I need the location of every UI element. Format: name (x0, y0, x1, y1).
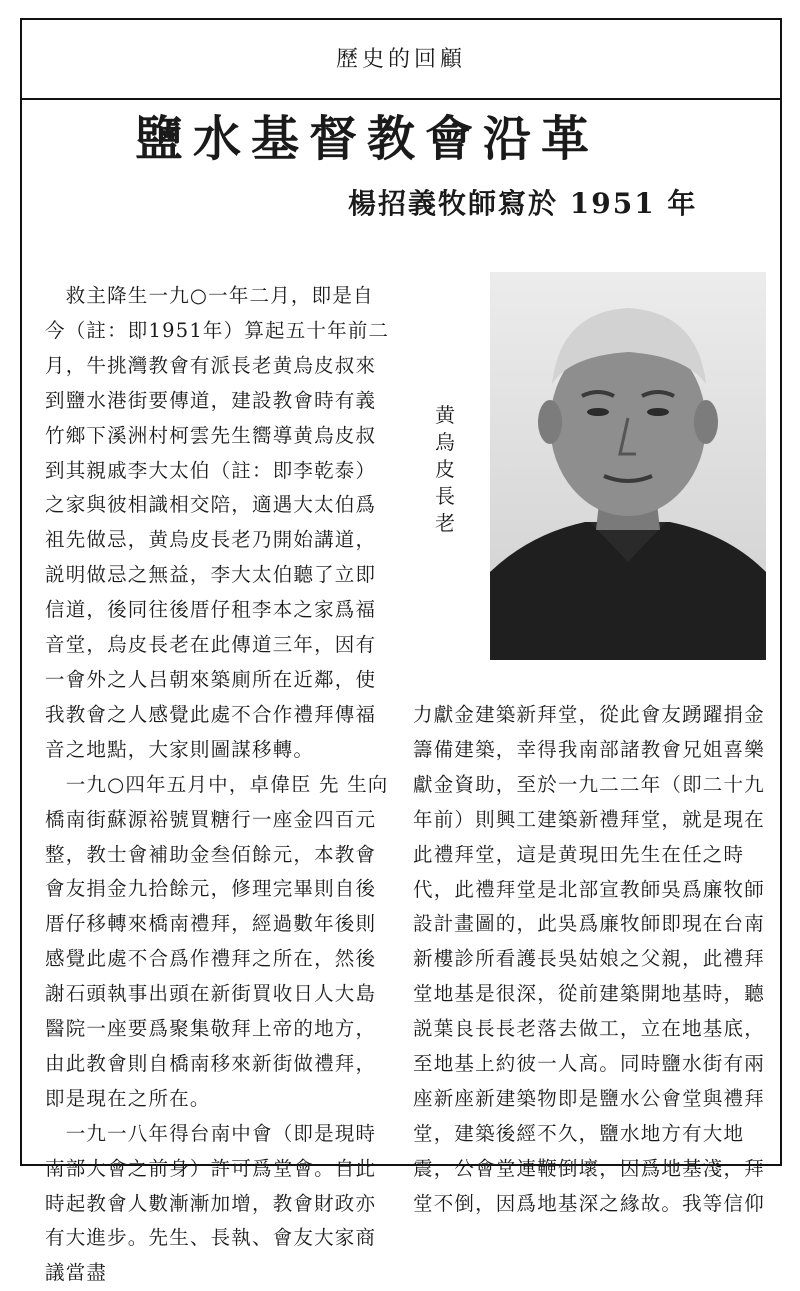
text-column-right (413, 698, 777, 1222)
section-label: 歷史的回顧 (335, 47, 466, 72)
article-title: 鹽水基督教會沿革 (135, 111, 600, 167)
paragraph: 力獻金建築新拜堂，從此會友踴躍捐金籌備建築，幸得我南部諸教會兄姐喜樂獻金資助，至於一九二二年（即二十九年前）則興工建築新禮拜堂，就是現在此禮拜堂，這是黄現田先生在任之時代，此禮拜堂是北部宣教師吳爲廉牧師設計畫圖的，此吳爲廉牧師即現在台南新樓診所看護長吳姑娘之父親，此禮拜堂地基是很深，從前建築開地基時，聽説葉良長長老落去做工，立在地基底，至地基上約彼一人高。同時鹽水街有兩座新座新建築物即是鹽水公會堂與禮拜堂，建築後經不久，鹽水地方有大地震，公會堂連鞭倒壞，因爲地基淺，拜堂不倒，因爲地基深之緣故。我等信仰 (413, 703, 765, 1215)
photo-caption: 黄烏皮長老 (435, 403, 455, 535)
article-byline: 楊招義牧師寫於 1951 年 (348, 187, 698, 220)
paragraph: 救主降生一九○一年二月，即是自今（註：即1951年）算起五十年前二月，牛挑灣教會有派長老黄烏皮叔來到鹽水港街要傳道，建設教會時有義竹鄉下溪洲村柯雲先生嚮導黄烏皮叔到其親戚李大太伯（註：即李乾泰）之家與彼相識相交陪，適遇大太伯爲祖先做忌，黄烏皮長老乃開始講道，説明做忌之無益，李大太伯聽了立即信道，後同往後厝仔租李本之家爲福音堂，烏皮長老在此傳道三年，因有一會外之人吕朝來築廁所在近鄰，使我教會之人感覺此處不合作禮拜傳福音之地點，大家則圖謀移轉。 (45, 284, 390, 761)
text-column-left (45, 279, 391, 1291)
section-header (22, 20, 780, 100)
portrait-photo (490, 272, 766, 660)
paragraph: 一九○四年五月中，卓偉臣 先 生向橋南街蘇源裕號買糖行一座金四百元整，教士會補助金叁佰餘元，本教會會友捐金九拾餘元，修理完畢則自後厝仔移轉來橋南禮拜，經過數年後則感覺此處不合爲作禮拜之所在，然後謝石頭執事出頭在新街買收日人大島醫院一座要爲聚集敬拜上帝的地方，由此教會則自橋南移來新街做禮拜，即是現在之所在。 (45, 772, 389, 1110)
paragraph: 一九一八年得台南中會（即是現時南部大會之前身）許可爲堂會。自此時起教會人數漸漸加增，教會財政亦有大進步。先生、長執、會友大家商議當盡 (45, 1121, 377, 1285)
